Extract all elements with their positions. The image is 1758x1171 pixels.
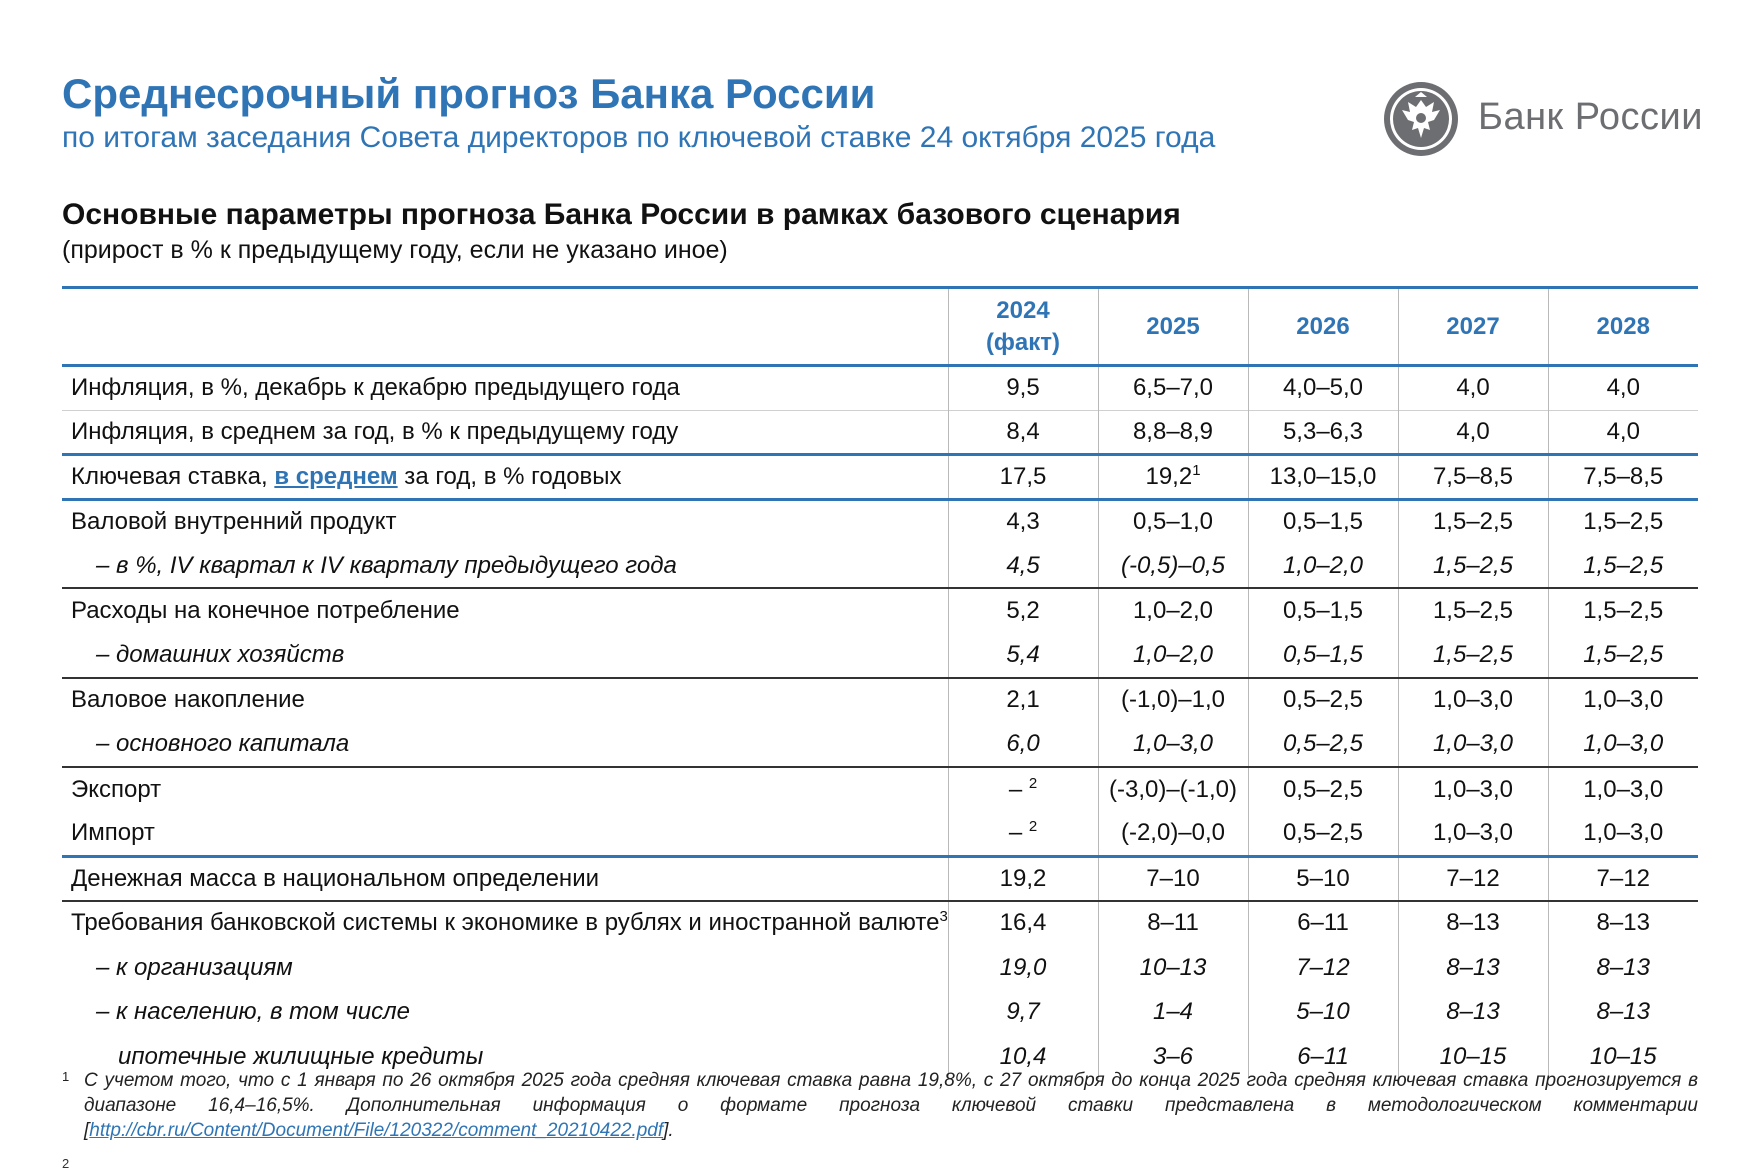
table-header-row: [62, 288, 1698, 366]
cell-2026: 5–10: [1248, 990, 1398, 1035]
cell-2026: 6–11: [1248, 1034, 1398, 1079]
table-row-inflation-avg: [62, 410, 1698, 455]
cell-2025: 0,5–1,0: [1098, 499, 1248, 544]
cell-2028: 1,0–3,0: [1548, 767, 1698, 812]
section-note: (прирост в % к предыдущему году, если не указано иное): [62, 236, 728, 264]
cell-2026: 0,5–1,5: [1248, 499, 1398, 544]
table-row-money-supply: [62, 856, 1698, 901]
cell-2024: [948, 811, 1098, 856]
col-header-year: 2028: [1596, 312, 1650, 340]
table-row-inflation-dec: [62, 366, 1698, 411]
cell-2026: 4,0–5,0: [1248, 366, 1398, 411]
cell-2025: 7–10: [1098, 856, 1248, 901]
footnote-body: С учетом того, что с 1 января по 26 октября 2025 года средняя ключевая ставка равна 19,8%, с 27 октября до конца 2025 года средняя ключевая ставка прогнозируется в диапазоне 16,4–16,5%. Дополнительная информация о формате прогноза ключевой ставки представлена в методологическом комментарии [: [84, 1070, 1698, 1141]
cell-2028: 7–12: [1548, 856, 1698, 901]
cell-value: –: [1008, 818, 1023, 846]
footnote-ref: 2: [1028, 817, 1038, 835]
cell-2025: [1098, 455, 1248, 500]
cell-2027: 1,5–2,5: [1398, 588, 1548, 633]
row-label: – в %, IV квартал к IV кварталу предыдущего года: [96, 551, 677, 579]
table-row-organizations: [62, 945, 1698, 990]
cell-2027: 1,0–3,0: [1398, 811, 1548, 856]
row-label-pre: Ключевая ставка,: [71, 462, 275, 490]
average-link[interactable]: в среднем: [274, 462, 398, 490]
cell-2028: 4,0: [1548, 366, 1698, 411]
cell-2028: 4,0: [1548, 410, 1698, 455]
footnote-1: [62, 1068, 1698, 1143]
cell-2028: 7,5–8,5: [1548, 455, 1698, 500]
cell-2027: 1,5–2,5: [1398, 499, 1548, 544]
table-row-fixed-capital: [62, 722, 1698, 767]
cell-2025: 3–6: [1098, 1034, 1248, 1079]
cell-2028: 1,0–3,0: [1548, 678, 1698, 723]
cell-2027: 4,0: [1398, 410, 1548, 455]
footnote-ref: 3: [939, 908, 948, 926]
cell-2024: 9,7: [948, 990, 1098, 1035]
cell-2024: 16,4: [948, 901, 1098, 946]
cell-2025: 10–13: [1098, 945, 1248, 990]
col-header-year: 2027: [1446, 312, 1500, 340]
cell-2028: 1,0–3,0: [1548, 722, 1698, 767]
cell-2025: 6,5–7,0: [1098, 366, 1248, 411]
page-title: Среднесрочный прогноз Банка России: [62, 70, 876, 117]
table-row-key-rate: [62, 455, 1698, 500]
cell-value: –: [1008, 775, 1023, 803]
cell-2024: 9,5: [948, 366, 1098, 411]
cell-2026: 13,0–15,0: [1248, 455, 1398, 500]
table-row-bank-claims: [62, 901, 1698, 946]
cell-value: 19,2: [1145, 462, 1193, 490]
row-label: [62, 901, 948, 946]
table-row-population: [62, 990, 1698, 1035]
footnote-ref: 1: [1192, 461, 1201, 479]
col-header-year: 2024: [996, 296, 1050, 324]
table-row-import: [62, 811, 1698, 856]
col-header-2025: [1098, 288, 1248, 366]
footnote-ref: 2: [1028, 774, 1038, 792]
cell-2026: 0,5–2,5: [1248, 722, 1398, 767]
cell-2025: (-1,0)–1,0: [1098, 678, 1248, 723]
col-header-2026: [1248, 288, 1398, 366]
row-label: Импорт: [71, 818, 155, 846]
row-label: – к населению, в том числе: [96, 998, 410, 1026]
row-label: – к организациям: [96, 953, 293, 981]
cell-2028: 1,5–2,5: [1548, 588, 1698, 633]
cell-2026: 5–10: [1248, 856, 1398, 901]
cell-2026: 0,5–1,5: [1248, 633, 1398, 678]
footnote-end: ].: [663, 1120, 674, 1141]
cell-2025: (-0,5)–0,5: [1098, 544, 1248, 589]
cell-2028: 1,0–3,0: [1548, 811, 1698, 856]
row-label: Инфляция, в среднем за год, в % к предыдущему году: [62, 410, 948, 455]
footnote-number: 1: [62, 1069, 70, 1084]
cell-2025: 8–11: [1098, 901, 1248, 946]
cell-2028: 1,5–2,5: [1548, 499, 1698, 544]
cell-2024: 17,5: [948, 455, 1098, 500]
cell-2024: 8,4: [948, 410, 1098, 455]
cell-2024: 10,4: [948, 1034, 1098, 1079]
row-label: Инфляция, в %, декабрь к декабрю предыдущего года: [71, 374, 680, 402]
cell-2028: 10–15: [1548, 1034, 1698, 1079]
cell-2026: 0,5–2,5: [1248, 767, 1398, 812]
cell-2027: 10–15: [1398, 1034, 1548, 1079]
cell-2028: 8–13: [1548, 945, 1698, 990]
cell-2024: 5,2: [948, 588, 1098, 633]
row-label: ипотечные жилищные кредиты: [118, 1042, 484, 1070]
cell-2028: 8–13: [1548, 990, 1698, 1035]
table-row-households: [62, 633, 1698, 678]
col-header-2027: [1398, 288, 1548, 366]
cell-2027: 8–13: [1398, 990, 1548, 1035]
row-label-post: за год, в % годовых: [397, 462, 622, 490]
cell-2024: 2,1: [948, 678, 1098, 723]
cell-2027: 1,0–3,0: [1398, 722, 1548, 767]
cell-2026: 7–12: [1248, 945, 1398, 990]
row-label: Экспорт: [62, 767, 948, 812]
col-header-year: 2025: [1146, 312, 1200, 340]
row-label: – основного капитала: [96, 730, 350, 758]
table-row-gdp-q4: [62, 544, 1698, 589]
double-headed-eagle-emblem-icon: [1382, 80, 1460, 158]
row-label: Расходы на конечное потребление: [62, 588, 948, 633]
cell-2024: 19,0: [948, 945, 1098, 990]
cell-2025: 8,8–8,9: [1098, 410, 1248, 455]
page-subtitle: по итогам заседания Совета директоров по ключевой ставке 24 октября 2025 года: [62, 121, 1216, 154]
cell-2027: 1,0–3,0: [1398, 767, 1548, 812]
col-header-fact: (факт): [985, 328, 1061, 356]
cell-2024: 5,4: [948, 633, 1098, 678]
section-title: Основные параметры прогноза Банка России в рамках базового сценария: [62, 198, 1181, 231]
cell-2027: 8–13: [1398, 901, 1548, 946]
cell-2027: 7–12: [1398, 856, 1548, 901]
cell-2024: 19,2: [948, 856, 1098, 901]
cell-2025: (-2,0)–0,0: [1098, 811, 1248, 856]
table-row-export: [62, 767, 1698, 812]
bank-of-russia-logo: [1382, 80, 1712, 160]
cell-2024: 4,5: [948, 544, 1098, 589]
cell-2027: 1,0–3,0: [1398, 678, 1548, 723]
cell-2028: 8–13: [1548, 901, 1698, 946]
col-header-year: 2026: [1296, 312, 1350, 340]
methodology-link[interactable]: http://cbr.ru/Content/Document/File/120322/comment_20210422.pdf: [89, 1120, 664, 1141]
row-label: – домашних хозяйств: [96, 640, 345, 668]
cell-2025: 1–4: [1098, 990, 1248, 1035]
row-label-text: Требования банковской системы к экономике в рублях и иностранной валюте: [71, 909, 940, 937]
cell-2024: 6,0: [948, 722, 1098, 767]
cell-2026: 0,5–1,5: [1248, 588, 1398, 633]
cell-2025: 1,0–2,0: [1098, 588, 1248, 633]
col-header-2028: [1548, 288, 1698, 366]
cell-2027: 4,0: [1398, 366, 1548, 411]
row-label: [62, 455, 948, 500]
table-row-gdp: [62, 499, 1698, 544]
table-header-corner: [62, 288, 948, 366]
cell-2027: 1,5–2,5: [1398, 544, 1548, 589]
footnote-2-number: 2: [62, 1156, 70, 1171]
cell-2027: 7,5–8,5: [1398, 455, 1548, 500]
cell-2026: 1,0–2,0: [1248, 544, 1398, 589]
logo-text: Банк России: [1478, 96, 1704, 138]
cell-2025: (-3,0)–(-1,0): [1098, 767, 1248, 812]
row-label: Валовое накопление: [62, 678, 948, 723]
cell-2024: [948, 767, 1098, 812]
forecast-table: [62, 286, 1698, 1079]
cell-2026: 0,5–2,5: [1248, 678, 1398, 723]
table-row-gross-accumulation: [62, 678, 1698, 723]
col-header-2024: [948, 288, 1098, 366]
cell-2025: 1,0–2,0: [1098, 633, 1248, 678]
cell-2026: 0,5–2,5: [1248, 811, 1398, 856]
table-row-consumption: [62, 588, 1698, 633]
cell-2028: 1,5–2,5: [1548, 544, 1698, 589]
cell-2027: 1,5–2,5: [1398, 633, 1548, 678]
cell-2024: 4,3: [948, 499, 1098, 544]
cell-2026: 5,3–6,3: [1248, 410, 1398, 455]
footnote-text: [62, 1068, 1698, 1143]
row-label: Денежная масса в национальном определении: [62, 856, 948, 901]
row-label: Валовой внутренний продукт: [62, 499, 948, 544]
cell-2025: 1,0–3,0: [1098, 722, 1248, 767]
cell-2027: 8–13: [1398, 945, 1548, 990]
cell-2026: 6–11: [1248, 901, 1398, 946]
cell-2028: 1,5–2,5: [1548, 633, 1698, 678]
